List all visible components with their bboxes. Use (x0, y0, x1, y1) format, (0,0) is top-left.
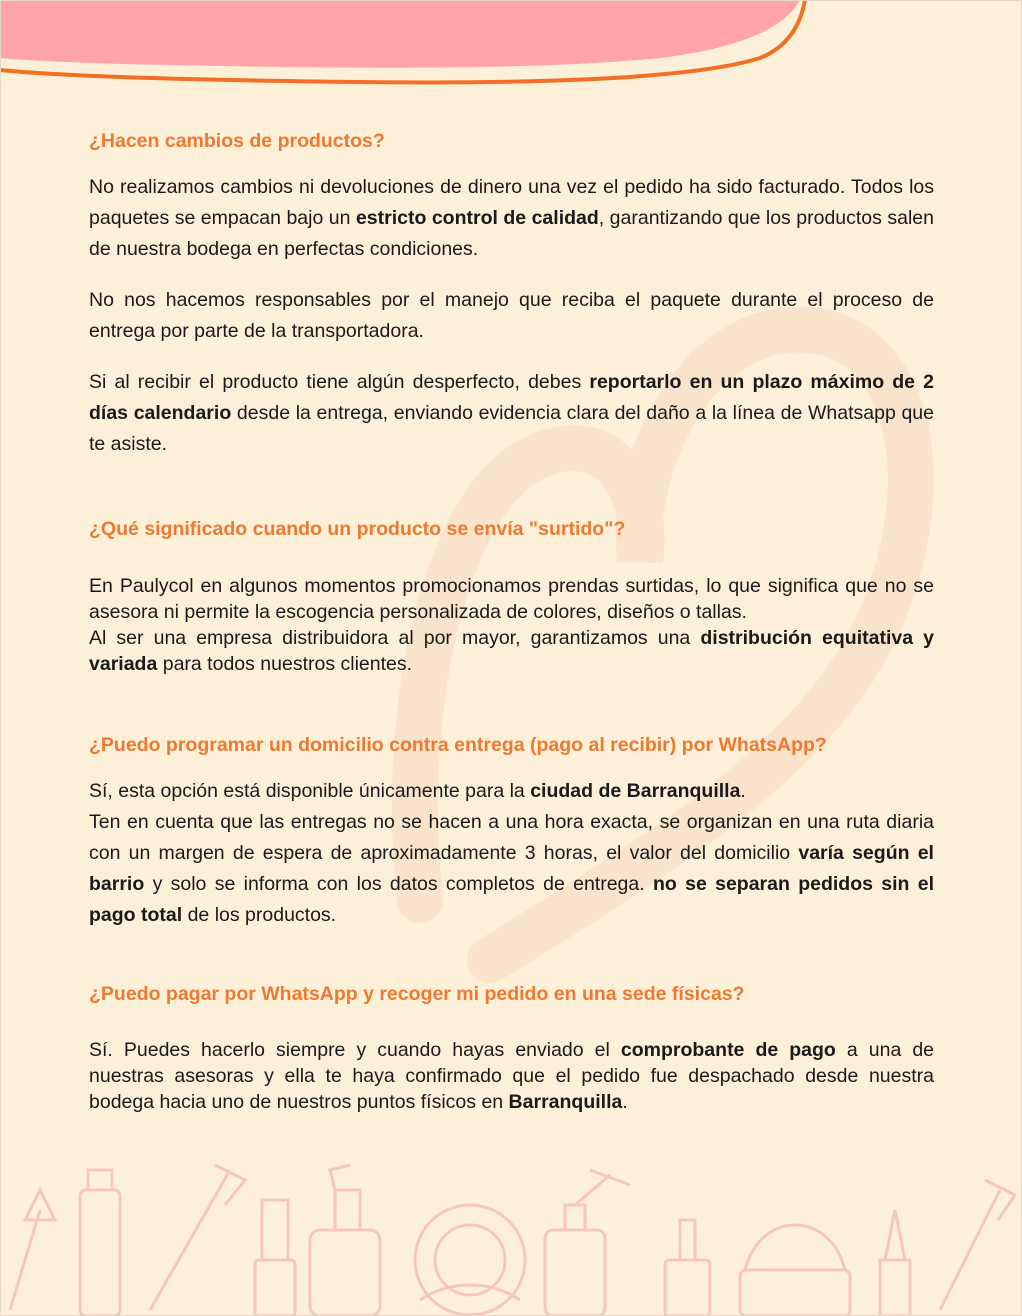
faq-answer-paragraph: Si al recibir el producto tiene algún desperfecto, debes reportarlo en un plazo máximo de 2 días calendario desde la entrega, enviando evidencia clara del daño a la línea de Whatsapp que te asiste. (89, 371, 934, 456)
faq-answer-paragraph: Sí. Puedes hacerlo siempre y cuando hayas enviado el comprobante de pago a una de nuestras asesoras y ella te haya confirmado que el pedido fue despachado desde nuestra bodega hacia uno de nuestros puntos físicos en Barranquilla. (89, 1039, 935, 1114)
faq-question: ¿Qué significado cuando un producto se envía "surtido"? (89, 518, 626, 541)
cream-jar-icon (740, 1225, 850, 1316)
dropper-bottle-icon (665, 1220, 710, 1316)
brush-icon (150, 1165, 245, 1310)
pump-bottle-icon (310, 1165, 380, 1316)
faq-question: ¿Puedo programar un domicilio contra entrega (pago al recibir) por WhatsApp? (89, 733, 827, 756)
cosmetics-line-art-icons (0, 1150, 1022, 1316)
faq-question: ¿Hacen cambios de productos? (89, 130, 385, 152)
faq-answer-paragraph: Ten en cuenta que las entregas no se hacen a una hora exacta, se organizan en una ruta diaria con un margen de espera de aproximadamente 3 horas, el valor del domicilio varía según el barrio y solo se informa con los datos completos de entrega. no se separan pedidos sin el pago total de los productos. (89, 810, 934, 926)
tube-icon (80, 1170, 120, 1316)
faq-answer-paragraph: Sí, esta opción está disponible únicamente para la ciudad de Barranquilla. (89, 779, 746, 802)
compact-mirror-icon (415, 1205, 525, 1315)
pink-wave-banner (0, 0, 1022, 95)
faq-answer-paragraph: En Paulycol en algunos momentos promocionamos prendas surtidas, lo que significa que no se asesora ni permite la escogencia personalizada de colores, diseños o tallas. (89, 574, 934, 623)
faq-answer-paragraph: Al ser una empresa distribuidora al por mayor, garantizamos una distribución equitativa y variada para todos nuestros clientes. (89, 626, 934, 675)
faq-content (89, 128, 934, 1115)
brush-icon (10, 1190, 55, 1310)
faq-answer-paragraph: No realizamos cambios ni devoluciones de dinero una vez el pedido ha sido facturado. Todos los paquetes se empacan bajo un estricto control de calidad, garantizando que los productos salen de nuestra bodega en perfectas condiciones. (89, 176, 934, 261)
faq-question: ¿Puedo pagar por WhatsApp y recoger mi pedido en una sede físicas? (89, 982, 745, 1005)
nail-polish-icon (255, 1200, 295, 1316)
faq-answer-paragraph: No nos hacemos responsables por el manejo que reciba el paquete durante el proceso de entrega por parte de la transportadora. (89, 289, 934, 343)
lipstick-icon (880, 1210, 910, 1316)
perfume-bottle-icon (545, 1170, 630, 1316)
brush-icon (940, 1180, 1015, 1310)
